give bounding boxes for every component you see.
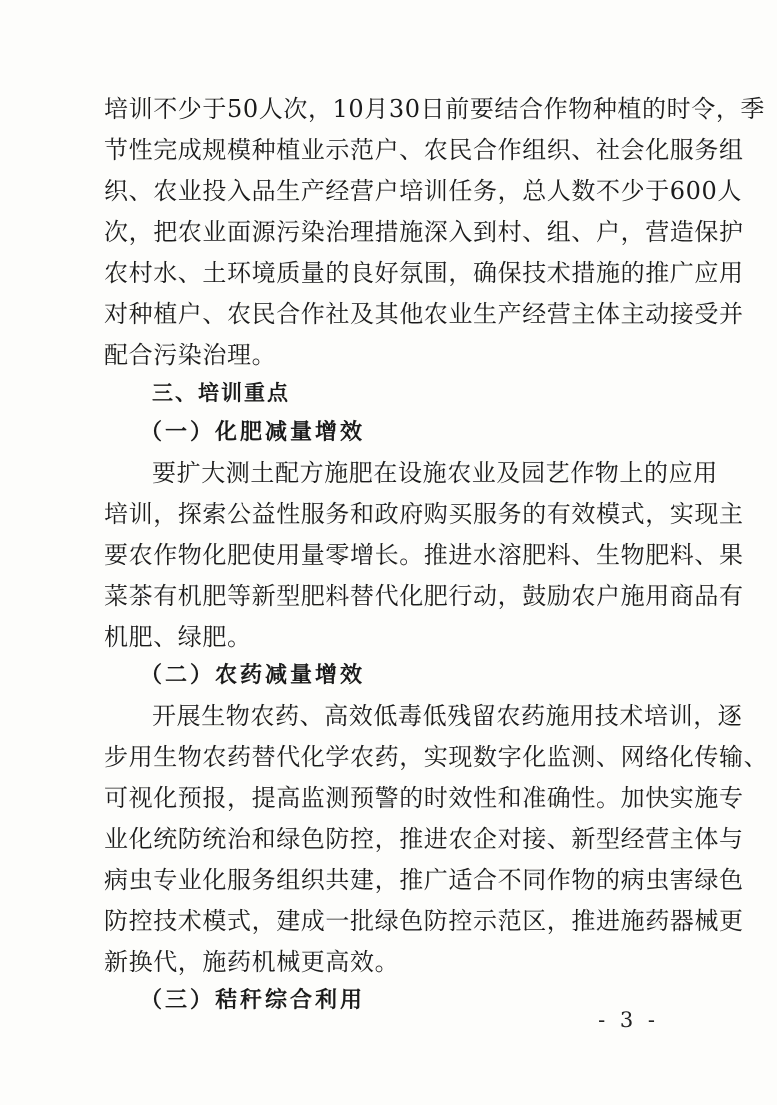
paragraph-line: 可视化预报，提高监测预警的时效性和准确性。加快实施专 (104, 784, 744, 812)
paragraph-line: 要扩大测土配方施肥在设施农业及园艺作物上的应用 (152, 459, 718, 487)
subsection-heading: （一）化肥减量增效 (140, 419, 366, 445)
paragraph-line: 菜茶有机肥等新型肥料替代化肥行动，鼓励农户施用商品有 (104, 582, 744, 610)
paragraph-line: 对种植户、农民合作社及其他农业生产经营主体主动接受并 (104, 300, 744, 328)
paragraph-line: 业化统防统治和绿色防控，推进农企对接、新型经营主体与 (104, 825, 744, 853)
paragraph-line: 培训不少于50人次，10月30日前要结合作物种植的时令，季 (104, 95, 766, 123)
paragraph-line: 配合污染治理。 (104, 341, 277, 369)
page-number: - 3 - (598, 1008, 659, 1032)
paragraph-line: 防控技术模式，建成一批绿色防控示范区，推进施药器械更 (104, 907, 744, 935)
paragraph-line: 要农作物化肥使用量零增长。推进水溶肥料、生物肥料、果 (104, 541, 744, 569)
paragraph-line: 开展生物农药、高效低毒低残留农药施用技术培训，逐 (152, 702, 743, 730)
paragraph-line: 新换代，施药机械更高效。 (104, 948, 400, 976)
paragraph-line: 步用生物农药替代化学农药，实现数字化监测、网络化传输、 (104, 743, 769, 771)
subsection-heading: （二）农药减量增效 (140, 662, 366, 688)
paragraph-line: 农村水、土环境质量的良好氛围，确保技术措施的推广应用 (104, 259, 744, 287)
paragraph-line: 培训，探索公益性服务和政府购买服务的有效模式，实现主 (104, 500, 744, 528)
paragraph-line: 病虫专业化服务组织共建，推广适合不同作物的病虫害绿色 (104, 866, 744, 894)
subsection-heading: （三）秸秆综合利用 (140, 987, 366, 1013)
paragraph-line: 机肥、绿肥。 (104, 623, 252, 651)
paragraph-line: 次，把农业面源污染治理措施深入到村、组、户，营造保护 (104, 218, 744, 246)
paragraph-line: 织、农业投入品生产经营户培训任务，总人数不少于600人 (104, 177, 743, 205)
paragraph-line: 节性完成规模种植业示范户、农民合作组织、社会化服务组 (104, 136, 744, 164)
section-heading: 三、培训重点 (152, 381, 290, 405)
